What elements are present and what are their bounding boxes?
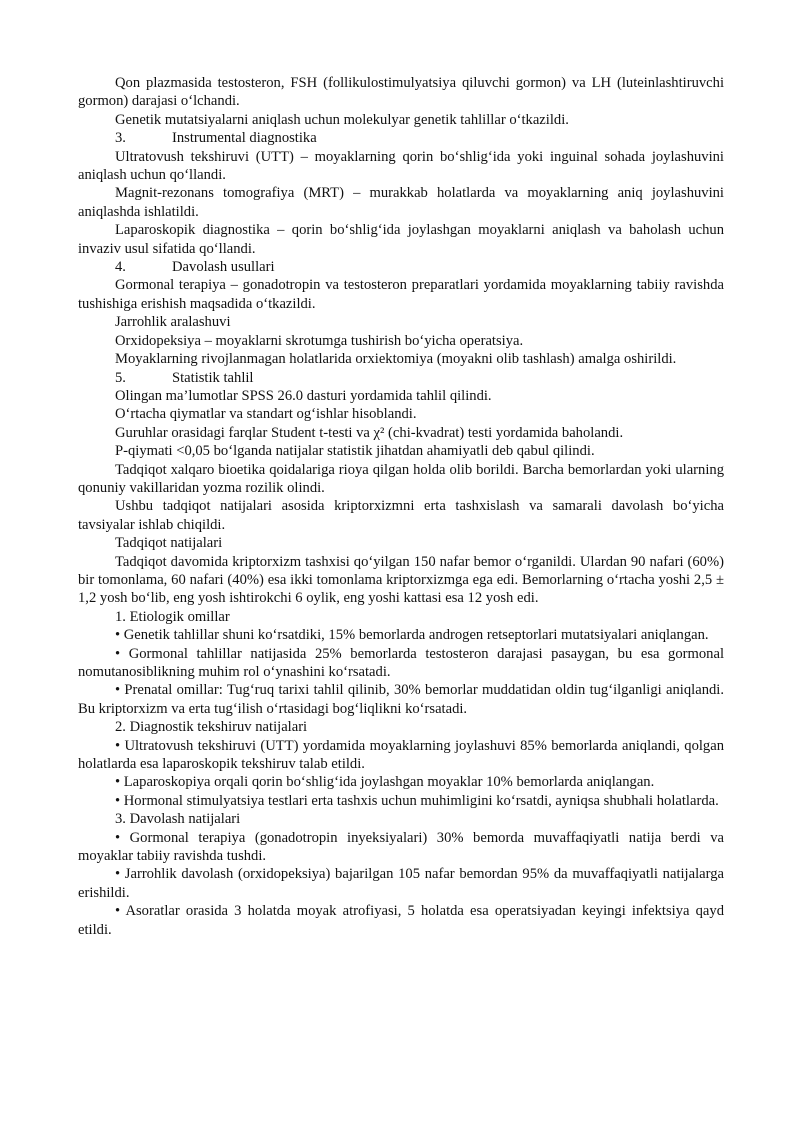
heading-statistical-analysis xyxy=(78,369,724,387)
paragraph-spss: Olingan ma’lumotlar SPSS 26.0 dasturi yordamida tahlil qilindi. xyxy=(115,387,492,404)
heading-treatment-methods xyxy=(78,258,724,276)
paragraph-means: O‘rtacha qiymatlar va standart og‘ishlar hisoblandi. xyxy=(115,406,417,423)
subheading-diagnostics: 2. Diagnostik tekshiruv natijalari xyxy=(115,719,308,736)
heading-instrumental-diagnostics xyxy=(78,129,724,147)
bullet-genetic: • Genetik tahlillar shuni ko‘rsatdiki, 15% bemorlarda androgen retseptorlari mutatsiyalari aniqlangan. xyxy=(115,627,709,644)
bullet-complications: • Asoratlar orasida 3 holatda moyak atrofiyasi, 5 holatda esa operatsiyadan keyingi infektsiya qayd etildi. xyxy=(78,903,724,938)
bullet-ultrasound: • Ultratovush tekshiruvi (UTT) yordamida moyaklarning joylashuvi 85% bemorlarda aniqlandi, qolgan holatlarda esa laparoskopik tekshiruv talab etildi. xyxy=(78,737,724,773)
bullet-laparoscopy: • Laparoskopiya orqali qorin bo‘shlig‘ida joylashgan moyaklar 10% bemorlarda aniqlangan. xyxy=(115,774,655,791)
paragraph-ultrasound: Ultratovush tekshiruvi (UTT) – moyaklarning qorin bo‘shlig‘ida yoki inguinal sohada joylashuvini aniqlash uchun qo‘llandi. xyxy=(78,148,724,184)
paragraph-orchidopexy: Orxidopeksiya – moyaklarni skrotumga tushirish bo‘yicha operatsiya. xyxy=(115,332,524,349)
heading-number: 4. xyxy=(115,259,126,276)
paragraph-laparoscopy: Laparoskopik diagnostika – qorin bo‘shlig‘ida joylashgan moyaklarni aniqlash va baholash uchun invaziv usul sifatida qo‘llandi. xyxy=(78,222,724,257)
paragraph-mri: Magnit-rezonans tomografiya (MRT) – murakkab holatlarda va moyaklarning aniq joylashuvini aniqlashda ishlatildi. xyxy=(78,185,724,220)
paragraph-bioethics: Tadqiqot xalqaro bioetika qoidalariga rioya qilgan holda olib borildi. Barcha bemorlardan yoki ularning qonuniy vakillaridan yozma rozilik olindi. xyxy=(78,461,724,496)
bullet-hormonal: • Gormonal tahlillar natijasida 25% bemorlarda testosteron darajasi pasaygan, bu esa gormonal nomutanosiblikning muhim rol o‘ynashini ko‘rsatadi. xyxy=(78,645,724,680)
paragraph-cohort: Tadqiqot davomida kriptorxizm tashxisi qo‘yilgan 150 nafar bemor o‘rganildi. Ulardan 90 nafari (60%) bir tomonlama, 60 nafari (40%) esa ikki tomonlama kriptorxizmga ega edi. Bemorlarning o‘rtacha yoshi 2,5 ± 1,2 yosh bo‘lib, eng yosh ishtirokchi 6 oylik, eng yoshi kattasi esa 12 yosh edi. xyxy=(78,553,724,607)
heading-text: Statistik tahlil xyxy=(172,369,254,386)
section-title-results: Tadqiqot natijalari xyxy=(115,535,223,552)
document-page xyxy=(78,74,724,939)
paragraph-hormonal-therapy: Gormonal terapiya – gonadotropin va testosteron preparatlari yordamida moyaklarning tabiiy ravishda tushishiga erishish maqsadida o‘tkazildi. xyxy=(78,277,724,312)
heading-number: 5. xyxy=(115,369,126,386)
paragraph-hormone-levels: Qon plazmasida testosteron, FSH (follikulostimulyatsiya qiluvchi gormon) va LH (luteinlashtiruvchi gormon) darajasi o‘lchandi. xyxy=(78,75,724,110)
paragraph-orchiectomy: Moyaklarning rivojlanmagan holatlarida orxiektomiya (moyakni olib tashlash) amalga oshirildi. xyxy=(115,351,677,368)
heading-text: Davolash usullari xyxy=(172,259,275,276)
paragraph-recommendations: Ushbu tadqiqot natijalari asosida kriptorxizmni erta tashxislash va samarali davolash bo‘yicha tavsiyalar ishlab chiqildi. xyxy=(78,498,724,533)
paragraph-genetic-tests: Genetik mutatsiyalarni aniqlash uchun molekulyar genetik tahlillar o‘tkazildi. xyxy=(115,111,569,128)
paragraph-tests: Guruhlar orasidagi farqlar Student t-testi va χ² (chi-kvadrat) testi yordamida baholandi. xyxy=(115,424,624,441)
paragraph-p-value: P-qiymati <0,05 bo‘lganda natijalar statistik jihatdan ahamiyatli deb qabul qilindi. xyxy=(115,443,595,460)
bullet-stimulation: • Hormonal stimulyatsiya testlari erta tashxis uchun muhimligini ko‘rsatdi, ayniqsa shubhali holatlarda. xyxy=(115,792,719,809)
paragraph-surgery-title: Jarrohlik aralashuvi xyxy=(115,314,231,331)
heading-text: Instrumental diagnostika xyxy=(172,130,317,147)
bullet-prenatal: • Prenatal omillar: Tug‘ruq tarixi tahlil qilinib, 30% bemorlar muddatidan oldin tug‘ilganligi aniqlandi. Bu kriptorxizm va erta tug‘ilish o‘rtasidagi bog‘liqlikni ko‘rsatadi. xyxy=(78,682,724,717)
subheading-etiology: 1. Etiologik omillar xyxy=(115,608,230,625)
heading-number: 3. xyxy=(115,130,126,147)
subheading-treatment-results: 3. Davolash natijalari xyxy=(115,811,241,828)
bullet-hormone-therapy: • Gormonal terapiya (gonadotropin inyeksiyalari) 30% bemorda muvaffaqiyatli natija berdi va moyaklar tabiiy ravishda tushdi. xyxy=(78,829,724,865)
bullet-surgery: • Jarrohlik davolash (orxidopeksiya) bajarilgan 105 nafar bemordan 95% da muvaffaqiyatli natijalarga erishildi. xyxy=(78,866,724,901)
